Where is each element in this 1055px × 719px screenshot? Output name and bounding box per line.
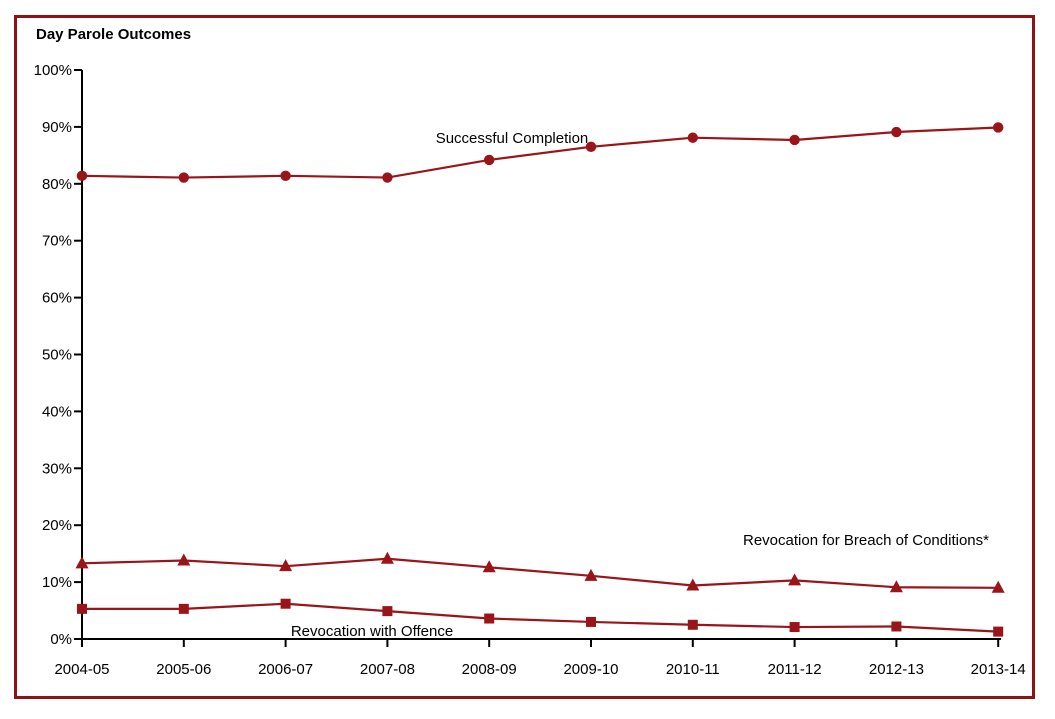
series-line-triangle (82, 559, 998, 588)
series-label: Revocation with Offence (290, 623, 454, 640)
x-tick-label: 2006-07 (258, 661, 314, 678)
chart-title: Day Parole Outcomes (36, 26, 192, 43)
marker-circle (280, 171, 290, 181)
marker-square (382, 606, 392, 616)
marker-triangle (788, 573, 801, 585)
marker-square (484, 614, 494, 624)
x-tick-label: 2005-06 (156, 661, 212, 678)
marker-square (281, 599, 291, 609)
series-label: Successful Completion (435, 130, 589, 147)
marker-circle (77, 171, 87, 181)
marker-circle (993, 122, 1003, 132)
y-tick-label: 40% (41, 403, 72, 421)
marker-circle (688, 133, 698, 143)
marker-square (179, 604, 189, 614)
marker-square (77, 604, 87, 614)
x-tick-label: 2009-10 (563, 661, 619, 678)
x-tick-label: 2013-14 (970, 661, 1026, 678)
y-tick-label: 30% (41, 460, 72, 478)
x-tick-label: 2011-12 (767, 661, 822, 678)
marker-circle (382, 172, 392, 182)
marker-circle (789, 135, 799, 145)
series-label: Revocation for Breach of Conditions* (743, 532, 989, 549)
x-tick-label: 2012-13 (868, 661, 924, 678)
y-tick-label: 60% (41, 289, 72, 307)
marker-circle (179, 172, 189, 182)
y-tick-label: 90% (41, 118, 72, 136)
marker-circle (891, 127, 901, 137)
marker-triangle (381, 552, 394, 564)
y-tick-label: 100% (33, 62, 72, 79)
marker-square (688, 620, 698, 630)
marker-square (993, 627, 1003, 637)
marker-square (586, 617, 596, 627)
y-tick-label: 70% (41, 232, 72, 250)
y-tick-label: 0% (50, 631, 72, 648)
marker-square (891, 621, 901, 631)
y-tick-label: 10% (41, 574, 72, 592)
x-tick-label: 2007-08 (359, 661, 415, 678)
series-line-square (82, 604, 998, 632)
y-tick-label: 80% (41, 175, 72, 193)
y-tick-label: 20% (41, 517, 72, 535)
marker-triangle (177, 553, 190, 565)
x-tick-label: 2010-11 (665, 661, 720, 678)
y-tick-label: 50% (41, 346, 72, 364)
marker-square (790, 622, 800, 632)
x-tick-label: 2004-05 (54, 661, 110, 678)
x-tick-label: 2008-09 (461, 661, 517, 678)
marker-circle (484, 155, 494, 165)
